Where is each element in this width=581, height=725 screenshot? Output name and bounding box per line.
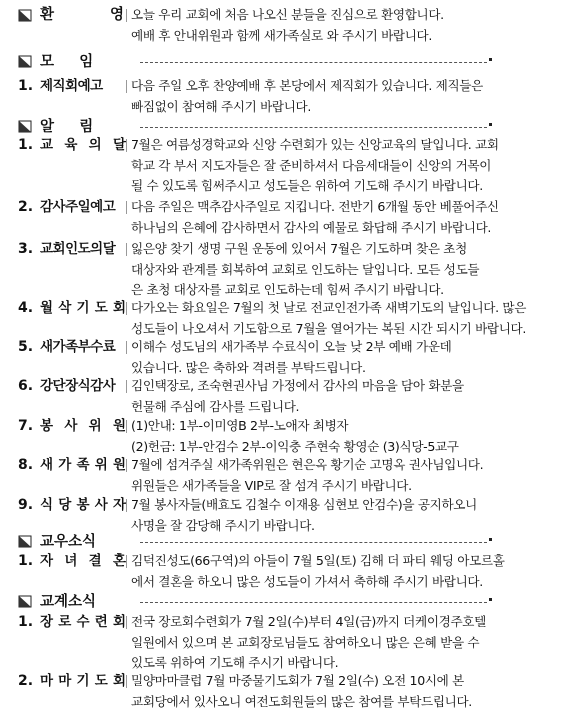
item-number: 1. <box>18 553 34 569</box>
welcome-title-a: 환 <box>40 7 55 23</box>
item-title: 월 삭 기 도 회 <box>40 300 126 316</box>
item-title: 교 육 의 달 <box>40 137 126 153</box>
item-text <box>131 239 561 301</box>
text-line: 다음 주일 오후 찬양예배 후 본당에서 제직회가 있습니다. 제직들은 <box>131 78 483 93</box>
dashed-divider <box>140 542 487 543</box>
item-text <box>131 298 561 339</box>
item-title: 식 당 봉 사 자 <box>40 497 126 513</box>
dashed-divider <box>140 62 487 63</box>
text-line: 오늘 우리 교회에 처음 나오신 분들을 진심으로 환영합니다. <box>131 7 444 22</box>
section-flag-icon <box>18 9 32 22</box>
item-text <box>131 671 561 712</box>
text-line: 잃은양 찾기 생명 구원 운동에 있어서 7월은 기도하며 찾은 초청 <box>131 241 467 256</box>
item-title: 장 로 수 련 회 <box>40 614 126 630</box>
item-text <box>131 337 561 378</box>
title-separator <box>126 459 127 472</box>
title-separator <box>126 499 127 512</box>
item-title: 마 마 기 도 회 <box>40 673 126 689</box>
item-number: 8. <box>18 457 34 473</box>
item-text <box>131 612 561 674</box>
title-separator <box>126 80 127 93</box>
title-separator <box>126 616 127 629</box>
text-line: 김덕진성도(66구역)의 아들이 7월 5일(토) 김해 더 파티 웨딩 아모르홀 <box>131 553 505 568</box>
title-separator <box>126 243 127 256</box>
section-flag-icon <box>18 595 32 608</box>
section-flag-icon <box>18 120 32 133</box>
text-line: 대상자와 관계를 회복하여 교회로 인도하는 달입니다. 모든 성도들 <box>131 261 480 277</box>
item-number: 6. <box>18 378 34 394</box>
text-line: 이해수 성도님의 새가족부 수료식이 오늘 낮 2부 예배 가운데 <box>131 339 452 354</box>
welcome-title-b: 영 <box>109 7 124 23</box>
meeting-section-title: 모 임 <box>40 54 94 70</box>
text-line: 하나님의 은혜에 감사하면서 감사의 예물로 화답해 주시기 바랍니다. <box>131 219 492 235</box>
text-line: 7월에 섬겨주실 새가족위원은 현은옥 황기순 고명옥 권사님입니다. <box>131 457 484 472</box>
divider-end-dot <box>489 58 492 61</box>
item-text <box>131 455 561 496</box>
text-line: 일원에서 있으며 본 교회장로님들도 참여하오니 많은 은혜 받을 수 <box>131 634 480 650</box>
text-line: 될 수 있도록 힘써주시고 성도들은 위하여 기도해 주시기 바랍니다. <box>131 178 483 193</box>
item-number: 4. <box>18 300 34 316</box>
text-line: 헌물해 주심에 감사를 드립니다. <box>131 398 300 414</box>
title-separator <box>126 302 127 315</box>
dashed-divider <box>140 602 487 603</box>
item-title: 제직회예고 <box>40 78 103 94</box>
item-number: 1. <box>18 614 34 630</box>
welcome-title <box>40 5 124 25</box>
title-separator <box>126 139 127 152</box>
text-line: 있습니다. 많은 축하와 격려를 부탁드립니다. <box>131 359 366 375</box>
text-line: 밀양마마클럽 7월 마중물기도회가 7월 2일(수) 오전 10시에 본 <box>131 673 464 688</box>
text-line: 에서 결혼을 하오니 많은 성도들이 가셔서 축하해 주시기 바랍니다. <box>131 573 483 589</box>
title-separator <box>126 380 127 393</box>
item-number: 7. <box>18 418 34 434</box>
section-flag-icon <box>18 535 32 548</box>
text-line: 다음 주일은 맥추감사주일로 지킵니다. 전반기 6개월 동안 베풀어주신 <box>131 199 499 214</box>
item-text <box>131 76 561 117</box>
item-number: 1. <box>18 137 34 153</box>
title-separator <box>126 675 127 688</box>
item-text <box>131 416 561 457</box>
text-line: 학교 각 부서 지도자들은 잘 준비하셔서 다음세대들이 신앙의 거목이 <box>131 157 492 173</box>
title-separator <box>126 555 127 568</box>
text-line: 전국 장로회수련회가 7월 2일(수)부터 4일(금)까지 더케이경주호텔 <box>131 614 486 629</box>
church-section-title: 교우소식 <box>40 534 97 550</box>
church-section-header <box>0 532 581 552</box>
title-separator <box>126 420 127 433</box>
text-line: 7월 봉사자들(배효도 김철수 이재용 심현보 안검수)을 공지하오니 <box>131 497 477 512</box>
notice-section-header <box>0 117 581 137</box>
text-line: 위원들은 새가족들을 VIP로 잘 섬겨 주시기 바랍니다. <box>131 477 412 493</box>
item-text <box>131 376 561 417</box>
text-line: 있도록 위하여 기도해 주시기 바랍니다. <box>131 655 339 670</box>
divider-end-dot <box>489 538 492 541</box>
item-text <box>131 495 561 536</box>
notice-section-title: 알 림 <box>40 119 94 135</box>
denomination-section-title: 교계소식 <box>40 594 97 610</box>
text-line: 사명을 잘 감당해 주시기 바랍니다. <box>131 517 315 533</box>
item-text <box>131 135 561 197</box>
text-line: 교회당에서 있사오니 여전도회원들의 많은 참여를 부탁드립니다. <box>131 693 472 709</box>
item-number: 5. <box>18 339 34 355</box>
text-line: (1)안내: 1부-이미영B 2부-노애자 최병자 <box>131 418 349 433</box>
title-separator <box>126 9 127 22</box>
divider-end-dot <box>489 598 492 601</box>
text-line: 7월은 여름성경학교와 신앙 수련회가 있는 신앙교육의 달입니다. 교회 <box>131 137 499 152</box>
item-title: 새 가 족 위 원 <box>40 457 126 473</box>
item-number: 9. <box>18 497 34 513</box>
text-line: 빠짐없이 참여해 주시기 바랍니다. <box>131 98 312 114</box>
welcome-text <box>131 5 561 46</box>
meeting-section-header <box>0 52 581 72</box>
item-title: 자 녀 결 혼 <box>40 553 126 569</box>
text-line: 다가오는 화요일은 7월의 첫 날로 전교인전가족 새벽기도의 날입니다. 많은 <box>131 300 527 315</box>
text-line: 은 초청 대상자를 교회로 인도하는데 힘써 주시기 바랍니다. <box>131 282 444 297</box>
text-line: 김인택장로, 조숙현권사님 가정에서 감사의 마음을 담아 화분을 <box>131 378 464 393</box>
item-title: 감사주일예고 <box>40 199 116 215</box>
denomination-section-header <box>0 592 581 612</box>
item-text <box>131 197 561 238</box>
item-text <box>131 551 561 592</box>
item-title: 새가족부수료 <box>40 339 116 355</box>
item-number: 2. <box>18 673 34 689</box>
text-line: 성도들이 나오셔서 기도함으로 7월을 열어가는 복된 시간 되시기 바랍니다. <box>131 320 527 336</box>
text-line: 예배 후 안내위원과 함께 새가족실로 와 주시기 바랍니다. <box>131 27 432 43</box>
text-line: (2)헌금: 1부-안검수 2부-이익충 주현숙 황영순 (3)식당-5교구 <box>131 438 459 454</box>
title-separator <box>126 341 127 354</box>
divider-end-dot <box>489 123 492 126</box>
item-number: 3. <box>18 241 34 257</box>
section-flag-icon <box>18 55 32 68</box>
item-number: 1. <box>18 78 34 94</box>
item-number: 2. <box>18 199 34 215</box>
dashed-divider <box>140 127 487 128</box>
title-separator <box>126 201 127 214</box>
item-title: 교회인도의달 <box>40 241 116 257</box>
item-title: 봉 사 위 원 <box>40 418 126 434</box>
item-title: 강단장식감사 <box>40 378 116 394</box>
